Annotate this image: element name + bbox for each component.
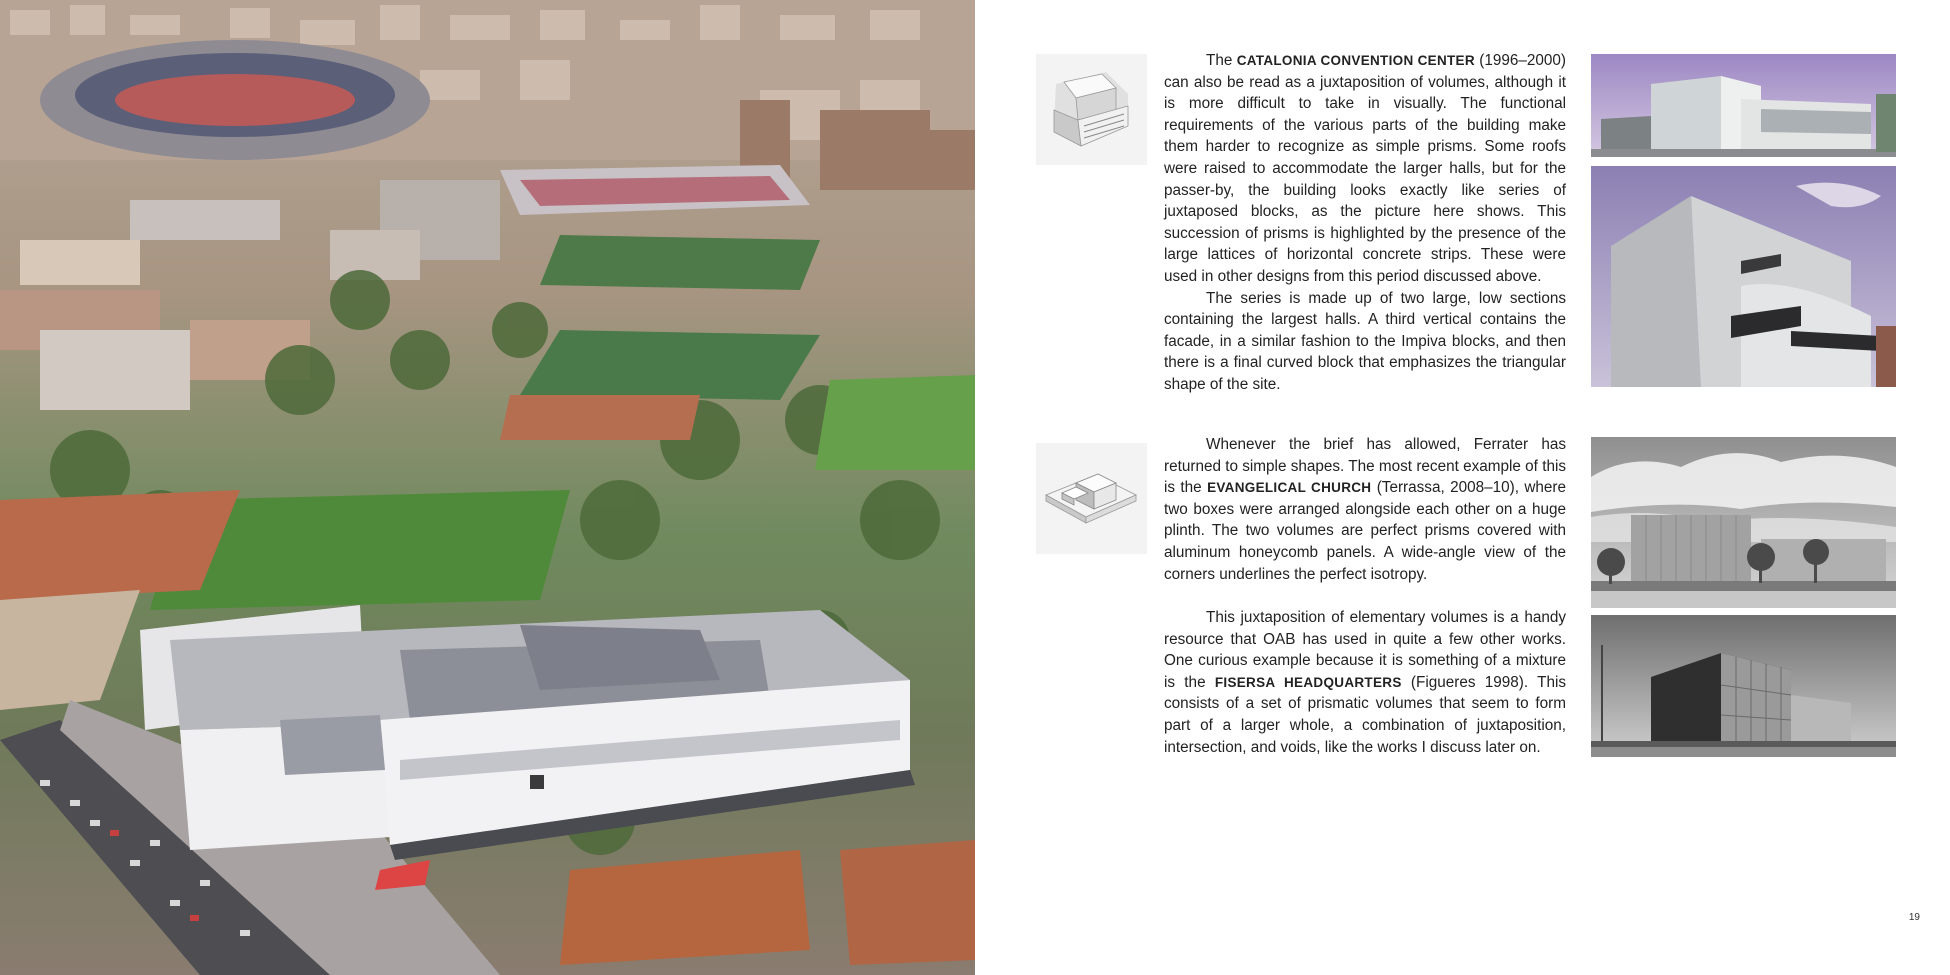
text-block-convention-center <box>1164 50 1566 396</box>
paragraph-text: Whenever the brief has allowed, Ferrater has returned to simple shapes. The most recent example of this is the <box>1164 436 1566 497</box>
text-block-evangelical-church <box>1164 434 1566 585</box>
paragraph-text: The <box>1206 52 1237 69</box>
paragraph-convention-center <box>1164 50 1566 288</box>
paragraph-text: This juxtaposition of elementary volumes is a handy resource that OAB has used in quite a few other works. One curious example because it is something of a mixture is the <box>1164 609 1566 691</box>
model-thumbnail-convention-center <box>1036 54 1147 165</box>
paragraph-fisersa-headquarters <box>1164 607 1566 758</box>
project-name-fisersa-headquarters: FISERSA HEADQUARTERS <box>1214 674 1402 690</box>
project-name-catalonia-convention-center: CATALONIA CONVENTION CENTER <box>1236 53 1475 68</box>
text-block-fisersa-headquarters <box>1164 607 1566 758</box>
paragraph-series-description: The series is made up of two large, low sections containing the largest halls. A third vertical contains the facade, in a similar fashion to the Impiva blocks, and then there is a final curved block that emphasizes the triangular shape of the site. <box>1164 289 1566 393</box>
photo-evangelical-church <box>1591 437 1896 608</box>
photo-convention-center-exterior-1 <box>1591 54 1896 157</box>
paragraph-evangelical-church <box>1164 434 1566 585</box>
photo-fisersa-headquarters <box>1591 615 1896 757</box>
model-thumbnail-evangelical-church <box>1036 443 1147 554</box>
convention-center-photo-1 <box>1591 54 1896 157</box>
paragraph-text: (Terrassa, 2008–10), where two boxes were arranged alongside each other on a huge plinth. The two volumes are perfect prisms covered with aluminum honeycomb panels. A wide-angle view of the corners underlines the perfect isotropy. <box>1164 479 1567 583</box>
page-number: 19 <box>1908 912 1920 923</box>
project-name-evangelical-church: EVANGELICAL CHURCH <box>1207 480 1372 496</box>
fisersa-headquarters-photo <box>1591 615 1896 757</box>
convention-center-model-drawing <box>1036 54 1147 165</box>
evangelical-church-photo <box>1591 437 1896 608</box>
convention-center-photo-2 <box>1591 166 1896 387</box>
paragraph-text: (Figueres 1998). This consists of a set of prismatic volumes that seem to form part of a larger whole, a combination of juxtaposition, intersection, and voids, like the works I discuss later on. <box>1164 673 1567 756</box>
evangelical-church-model-drawing <box>1036 443 1147 554</box>
paragraph-text: (1996–2000) can also be read as a juxtaposition of volumes, although it is more difficult to take in visually. The functional requirements of the various parts of the building make them harder to recognize as simple prisms. Some roofs were raised to accommodate the larger halls, but for the passer-by, the building looks exactly like series of juxtaposed blocks, as the picture here shows. This succession of prisms is highlighted by the presence of the large lattices of horizontal concrete strips. These were used in other designs from this period discussed above. <box>1164 52 1566 285</box>
photo-convention-center-exterior-2 <box>1591 166 1896 387</box>
